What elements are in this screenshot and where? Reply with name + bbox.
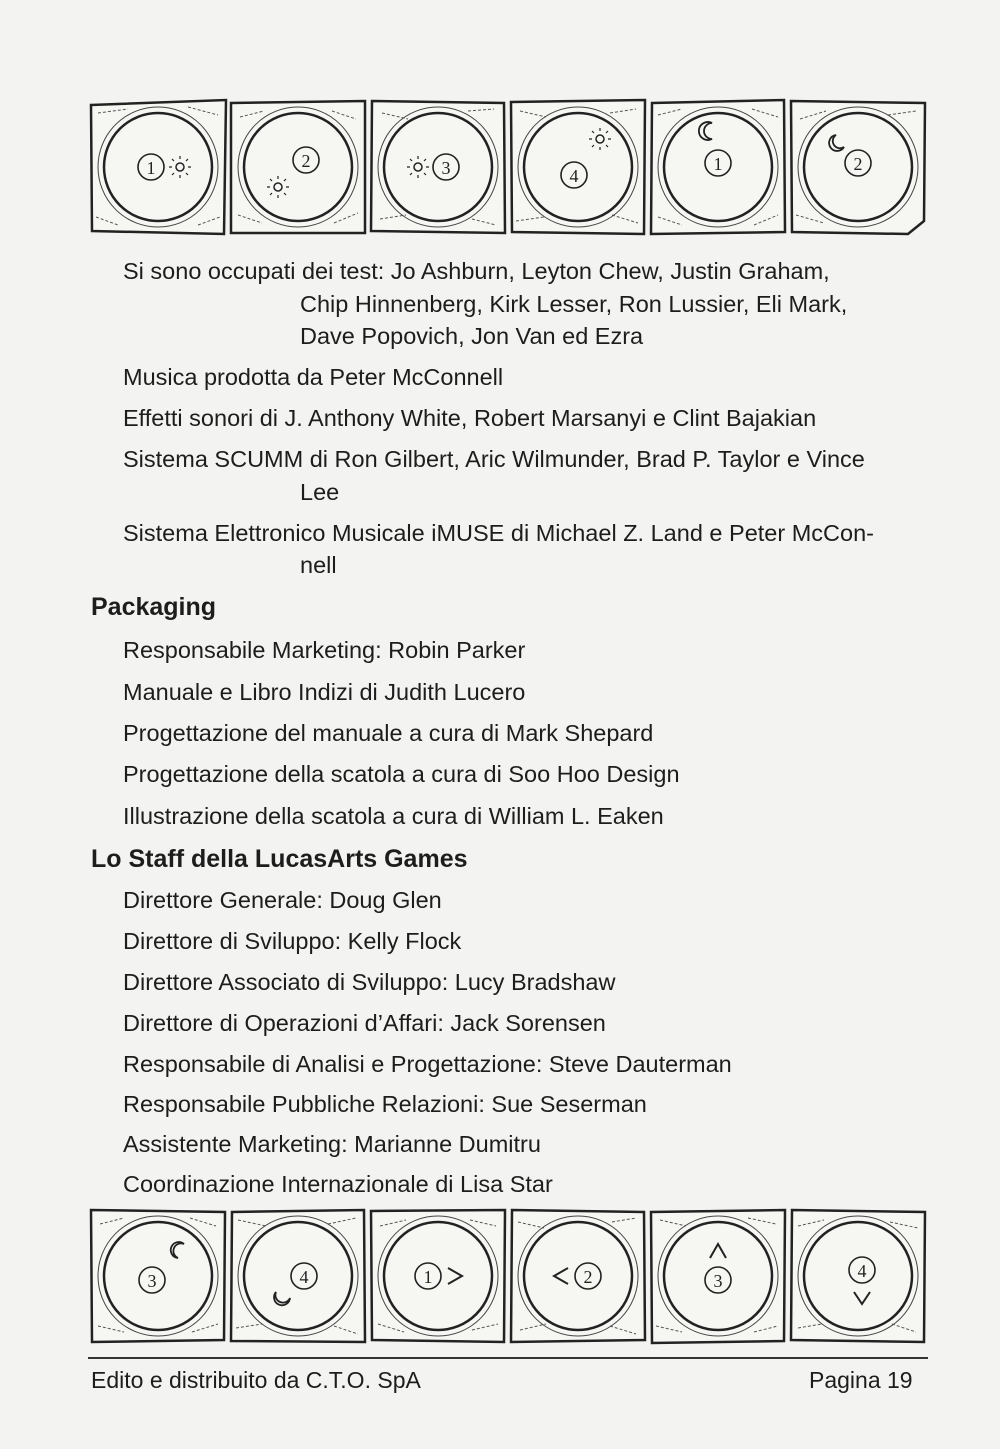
- stone-tile: [368, 97, 508, 237]
- footer-publisher: Edito e distribuito da C.T.O. SpA: [91, 1367, 421, 1393]
- testers-line: Dave Popovich, Jon Van ed Ezra: [300, 323, 644, 349]
- list-item: Illustrazione della scatola a cura di William L. Eaken: [123, 803, 664, 829]
- scumm-credit-continued: Lee: [300, 479, 340, 505]
- stone-tile-art: [88, 97, 228, 237]
- stone-tile: [88, 1206, 228, 1346]
- stone-tile: [788, 1206, 928, 1346]
- music-credit: Musica prodotta da Peter McConnell: [123, 364, 504, 390]
- stone-tile-art: [788, 1206, 928, 1346]
- packaging-heading: Packaging: [91, 593, 217, 621]
- top-decorative-band: [88, 97, 928, 237]
- tile-number: 4: [569, 166, 579, 186]
- stone-tile-art: [648, 1206, 788, 1346]
- page-number: Pagina 19: [809, 1367, 913, 1393]
- bottom-decorative-band: [88, 1206, 928, 1346]
- tile-number: 2: [853, 154, 863, 174]
- footer-rule: [88, 1357, 928, 1359]
- sound-effects-credit: Effetti sonori di J. Anthony White, Robert Marsanyi e Clint Bajakian: [123, 405, 817, 431]
- stone-tile: [508, 1206, 648, 1346]
- stone-tile-art: [508, 1206, 648, 1346]
- tile-number: 3: [441, 158, 451, 178]
- tile-number: 2: [301, 151, 311, 171]
- stone-tile: [788, 97, 928, 237]
- list-item: Direttore Associato di Sviluppo: Lucy Bradshaw: [123, 969, 616, 995]
- stone-tile: [228, 97, 368, 237]
- stone-tile: [508, 97, 648, 237]
- stone-tile-art: [228, 97, 368, 237]
- list-item: Manuale e Libro Indizi di Judith Lucero: [123, 679, 526, 705]
- imuse-credit-continued: nell: [300, 552, 337, 578]
- list-item: Responsabile Pubbliche Relazioni: Sue Seserman: [123, 1091, 647, 1117]
- stone-tile: [368, 1206, 508, 1346]
- stone-tile-art: [368, 1206, 508, 1346]
- stone-tile-art: [368, 97, 508, 237]
- list-item: Assistente Marketing: Marianne Dumitru: [123, 1131, 541, 1157]
- list-item: Progettazione del manuale a cura di Mark Shepard: [123, 720, 654, 746]
- list-item: Direttore di Operazioni d’Affari: Jack Sorensen: [123, 1010, 606, 1036]
- list-item: Responsabile di Analisi e Progettazione: Steve Dauterman: [123, 1051, 732, 1077]
- testers-line: Si sono occupati dei test: Jo Ashburn, Leyton Chew, Justin Graham,: [123, 258, 830, 284]
- testers-line: Chip Hinnenberg, Kirk Lesser, Ron Lussier, Eli Mark,: [300, 291, 848, 317]
- tile-number: 1: [146, 158, 156, 178]
- tile-number: 4: [857, 1261, 867, 1281]
- tile-number: 3: [147, 1271, 157, 1291]
- tile-number: 2: [583, 1267, 593, 1287]
- stone-tile-art: [508, 97, 648, 237]
- stone-tile-art: [788, 97, 928, 237]
- tile-number: 1: [423, 1267, 433, 1287]
- stone-tile: [648, 97, 788, 237]
- stone-tile-art: [228, 1206, 368, 1346]
- tile-number: 1: [713, 154, 723, 174]
- list-item: Responsabile Marketing: Robin Parker: [123, 637, 526, 663]
- list-item: Direttore di Sviluppo: Kelly Flock: [123, 928, 462, 954]
- stone-tile-art: [88, 1206, 228, 1346]
- stone-tile: [88, 97, 228, 237]
- tile-number: 3: [713, 1271, 723, 1291]
- list-item: Progettazione della scatola a cura di Soo Hoo Design: [123, 761, 680, 787]
- list-item: Direttore Generale: Doug Glen: [123, 887, 442, 913]
- stone-tile-art: [648, 97, 788, 237]
- tile-number: 4: [299, 1267, 309, 1287]
- stone-tile: [648, 1206, 788, 1346]
- list-item: Coordinazione Internazionale di Lisa Star: [123, 1171, 553, 1197]
- stone-tile: [228, 1206, 368, 1346]
- staff-heading: Lo Staff della LucasArts Games: [91, 845, 468, 873]
- imuse-credit: Sistema Elettronico Musicale iMUSE di Michael Z. Land e Peter McCon-: [123, 520, 874, 546]
- scumm-credit: Sistema SCUMM di Ron Gilbert, Aric Wilmunder, Brad P. Taylor e Vince: [123, 446, 865, 472]
